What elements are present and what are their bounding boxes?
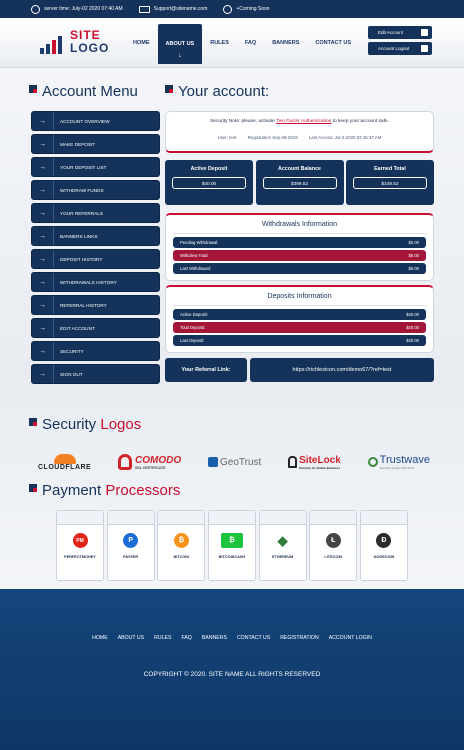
logo-text-logo: LOGO: [70, 41, 110, 55]
menu-item-edit-account[interactable]: [31, 318, 160, 338]
security-note-text: [166, 119, 433, 124]
menu-item-label: WITHDRAWALS HISTORY: [60, 279, 117, 285]
row-label: Last Withdrawal:: [180, 266, 211, 271]
payment-title-b: Processors: [105, 482, 181, 499]
trustwave-sub: Security Simply with Trust: [379, 466, 414, 470]
stats-row: [165, 160, 434, 205]
payment-bitcoin[interactable]: [157, 510, 205, 581]
account-logout-label: Account Logout: [378, 46, 410, 51]
referral-label: Your Referral Link:: [165, 358, 247, 382]
arrow-right-icon: →: [32, 342, 54, 360]
section-marker-icon: [29, 85, 37, 93]
nav-about-us[interactable]: [158, 24, 203, 64]
last-access: Last Access: Jul-2-2020 03:15:37 AM: [308, 135, 382, 140]
arrow-right-icon: →: [32, 250, 54, 268]
info-row: [173, 322, 426, 333]
payment-label: ETHEREUM: [271, 555, 294, 559]
menu-item-withdrawals-history[interactable]: [31, 272, 160, 292]
menu-item-label: REFERRAL HISTORY: [60, 302, 107, 308]
section-marker-icon: [29, 418, 37, 426]
menu-item-label: YOUR DEPOSIT LIST: [60, 164, 107, 170]
footer-link-faq[interactable]: FAQ: [181, 635, 192, 641]
nav-banners[interactable]: BANNERS: [272, 40, 300, 46]
account-panel: [165, 111, 434, 382]
info-row: [173, 263, 426, 274]
arrow-down-icon: ↓: [178, 52, 182, 59]
sitelock-sub: Security for Online Business: [299, 465, 341, 470]
security-logos-title: [42, 416, 141, 433]
stat-value: $40.00: [172, 177, 246, 189]
sitelock-text: SiteLock: [299, 454, 341, 466]
menu-item-your-deposit-list[interactable]: [31, 157, 160, 177]
row-label: Withdrew Total:: [180, 253, 209, 258]
referral-link[interactable]: https://richlexicon.com/demo67/?ref=test: [250, 358, 434, 382]
row-value: $40.00: [406, 325, 419, 330]
section-marker-icon: [29, 484, 37, 492]
account-menu-title-text: Account Menu: [42, 83, 138, 100]
footer-nav: [0, 635, 464, 641]
trustwave-text-group: [380, 454, 430, 470]
menu-item-security[interactable]: [31, 341, 160, 361]
main-content: [0, 69, 464, 589]
nav-home[interactable]: HOME: [133, 40, 150, 46]
payment-processors-title: [42, 482, 180, 499]
lock-icon: [118, 454, 132, 470]
account-menu: [31, 111, 160, 387]
bitcoin-icon: ₿: [174, 533, 189, 548]
stat-account-balance: [256, 160, 344, 205]
stat-label: Account Balance: [278, 166, 321, 172]
row-label: Total Deposit:: [180, 325, 206, 330]
arrow-right-icon: →: [32, 296, 54, 314]
envelope-icon: [139, 6, 150, 13]
withdrawals-title: Withdrawals Information: [173, 221, 426, 234]
account-meta: [166, 135, 433, 140]
comodo-text: COMODO: [135, 454, 182, 466]
edit-account-label: Edit Account: [378, 30, 404, 35]
row-value: $40.00: [406, 312, 419, 317]
registration-date: Registration Sep-28-2019: [247, 135, 298, 140]
site-footer: [0, 589, 464, 750]
payment-litecoin[interactable]: [309, 510, 357, 581]
info-row: [173, 335, 426, 346]
two-factor-link[interactable]: Two Factor Authentication: [276, 119, 332, 124]
chart-bars-icon: [40, 34, 66, 54]
perfectmoney-icon: PM: [73, 533, 88, 548]
menu-item-label: SECURITY: [60, 348, 84, 354]
payment-label: PAYEER: [123, 555, 139, 559]
arrow-right-icon: →: [32, 112, 54, 130]
section-marker-icon: [165, 85, 173, 93]
stat-earned-total: [346, 160, 434, 205]
row-value: $0.00: [408, 240, 419, 245]
server-time-text: server time: July-02 2020 07:40 AM: [44, 6, 123, 12]
geotrust-logo: [208, 457, 261, 468]
row-label: Last Deposit:: [180, 338, 205, 343]
your-account-title-text: Your account:: [178, 83, 270, 100]
security-note: [165, 111, 434, 153]
dogecoin-icon: Ð: [376, 533, 391, 548]
nav-contact-us[interactable]: CONTACT US: [315, 40, 352, 46]
note-prefix: Security Note: please, activate: [210, 119, 277, 124]
server-time: [31, 5, 123, 14]
sitelock-logo: [288, 455, 341, 470]
menu-item-your-referrals[interactable]: [31, 203, 160, 223]
row-value: $6.00: [408, 266, 419, 271]
trustwave-check-icon: [368, 457, 378, 467]
withdrawals-info: [165, 213, 434, 281]
coming-soon-text: +Coming Soon: [236, 6, 270, 12]
menu-item-withdraw-funds[interactable]: [31, 180, 160, 200]
footer-link-banners[interactable]: BANNERS: [201, 635, 227, 641]
deposits-title: Deposits Information: [173, 293, 426, 306]
geotrust-mark-icon: [208, 457, 218, 467]
menu-item-account-overview[interactable]: [31, 111, 160, 131]
padlock-icon: [288, 456, 297, 468]
menu-item-label: DEPOSIT HISTORY: [60, 256, 103, 262]
footer-link-registration[interactable]: REGISTRATION: [280, 635, 319, 641]
nav-faq[interactable]: FAQ: [244, 40, 257, 46]
stat-active-deposit: [165, 160, 253, 205]
payment-dogecoin[interactable]: [360, 510, 408, 581]
security-title-b: Logos: [100, 416, 142, 433]
security-logos: [38, 449, 430, 475]
menu-item-label: MAKE DEPOSIT: [60, 141, 96, 147]
site-header: [0, 18, 464, 68]
footer-link-contact-us[interactable]: CONTACT US: [236, 635, 271, 641]
menu-item-label: BANNERS LINKS: [60, 233, 98, 239]
stat-label: Earned Total: [374, 166, 406, 172]
copyright: COPYRIGHT © 2020. SITE NAME ALL RIGHTS RESERVED: [143, 671, 321, 678]
trustwave-text: Trustwave: [379, 454, 430, 466]
info-row: [173, 250, 426, 261]
bitcoincash-icon: ₿: [221, 533, 243, 548]
payment-ethereum[interactable]: [259, 510, 307, 581]
note-suffix: to keep your account safe.: [331, 119, 389, 124]
comodo-sub: SSL CERTIFICATE: [135, 465, 166, 470]
ethereum-icon: ◆: [277, 532, 288, 548]
payment-processors: [56, 510, 408, 581]
comodo-logo: [118, 454, 181, 470]
info-row: [173, 237, 426, 248]
main-nav: [125, 18, 359, 68]
footer-link-home[interactable]: HOME: [92, 635, 108, 641]
payeer-icon: P: [123, 533, 138, 548]
menu-item-label: EDIT ACCOUNT: [60, 325, 95, 331]
arrow-right-icon: →: [32, 135, 54, 153]
arrow-right-icon: →: [32, 227, 54, 245]
cloud-icon: [54, 454, 76, 464]
payment-label: BITCOIN: [173, 555, 190, 559]
account-logout-button[interactable]: [368, 42, 432, 55]
row-label: Pending Withdrawal:: [180, 240, 219, 245]
footer-link-account-login[interactable]: ACCOUNT LOGIN: [328, 635, 372, 641]
edit-icon: [421, 29, 428, 36]
referral-link-row: [165, 358, 434, 382]
info-row: [173, 309, 426, 320]
payment-bitcoincash[interactable]: [208, 510, 256, 581]
payment-label: BITCOINCASH: [218, 555, 246, 559]
menu-item-label: SIGN OUT: [60, 371, 83, 377]
menu-item-label: WITHDRAW FUNDS: [60, 187, 104, 193]
top-info-bar: [0, 0, 464, 18]
your-account-title: [178, 83, 269, 100]
stat-value: $399.52: [263, 177, 337, 189]
logo-text-site: SITE: [70, 28, 101, 42]
security-title-a: Security: [42, 416, 97, 433]
site-logo[interactable]: [40, 28, 110, 58]
comodo-text-group: [135, 455, 181, 470]
payment-payeer[interactable]: [107, 510, 155, 581]
user-icon: [421, 45, 428, 52]
payment-title-a: Payment: [42, 482, 102, 499]
clock-icon: [31, 5, 40, 14]
arrow-right-icon: →: [32, 365, 54, 383]
litecoin-icon: Ł: [326, 533, 341, 548]
cloudflare-logo: [38, 454, 91, 471]
payment-label: LITECOIN: [324, 555, 343, 559]
nav-about-us-label: ABOUT US: [165, 41, 195, 47]
menu-item-label: ACCOUNT OVERVIEW: [60, 118, 110, 124]
menu-item-label: YOUR REFERRALS: [60, 210, 103, 216]
arrow-right-icon: →: [32, 204, 54, 222]
telegram-icon: [223, 5, 232, 14]
support-email-text[interactable]: Support@sitename.com: [153, 6, 208, 12]
menu-item-banners-links[interactable]: [31, 226, 160, 246]
arrow-right-icon: →: [32, 158, 54, 176]
edit-account-button[interactable]: [368, 26, 432, 39]
payment-label: PERFECTMONEY: [64, 555, 96, 559]
support-email[interactable]: [139, 6, 208, 13]
payment-label: DOGECOIN: [373, 555, 395, 559]
nav-rules[interactable]: RULES: [210, 40, 229, 46]
coming-soon: [223, 5, 269, 14]
sitelock-text-group: [299, 455, 341, 470]
arrow-right-icon: →: [32, 273, 54, 291]
footer-link-about-us[interactable]: ABOUT US: [117, 635, 145, 641]
menu-item-sign-out[interactable]: [31, 364, 160, 384]
trustwave-logo: [368, 454, 430, 470]
stat-value: $249.52: [353, 177, 427, 189]
row-value: $40.00: [406, 338, 419, 343]
arrow-right-icon: →: [32, 319, 54, 337]
footer-link-rules[interactable]: RULES: [154, 635, 172, 641]
stat-label: Active Deposit: [190, 166, 228, 172]
menu-item-referral-history[interactable]: [31, 295, 160, 315]
row-label: Active Deposit:: [180, 312, 208, 317]
user-name: User: test: [217, 135, 237, 140]
row-value: $6.00: [408, 253, 419, 258]
account-menu-title: [42, 83, 138, 100]
menu-item-deposit-history[interactable]: [31, 249, 160, 269]
payment-perfectmoney[interactable]: [56, 510, 104, 581]
deposits-info: [165, 285, 434, 353]
geotrust-text: GeoTrust: [219, 456, 262, 468]
menu-item-make-deposit[interactable]: [31, 134, 160, 154]
cloudflare-text: CLOUDFLARE: [38, 463, 92, 471]
arrow-right-icon: →: [32, 181, 54, 199]
